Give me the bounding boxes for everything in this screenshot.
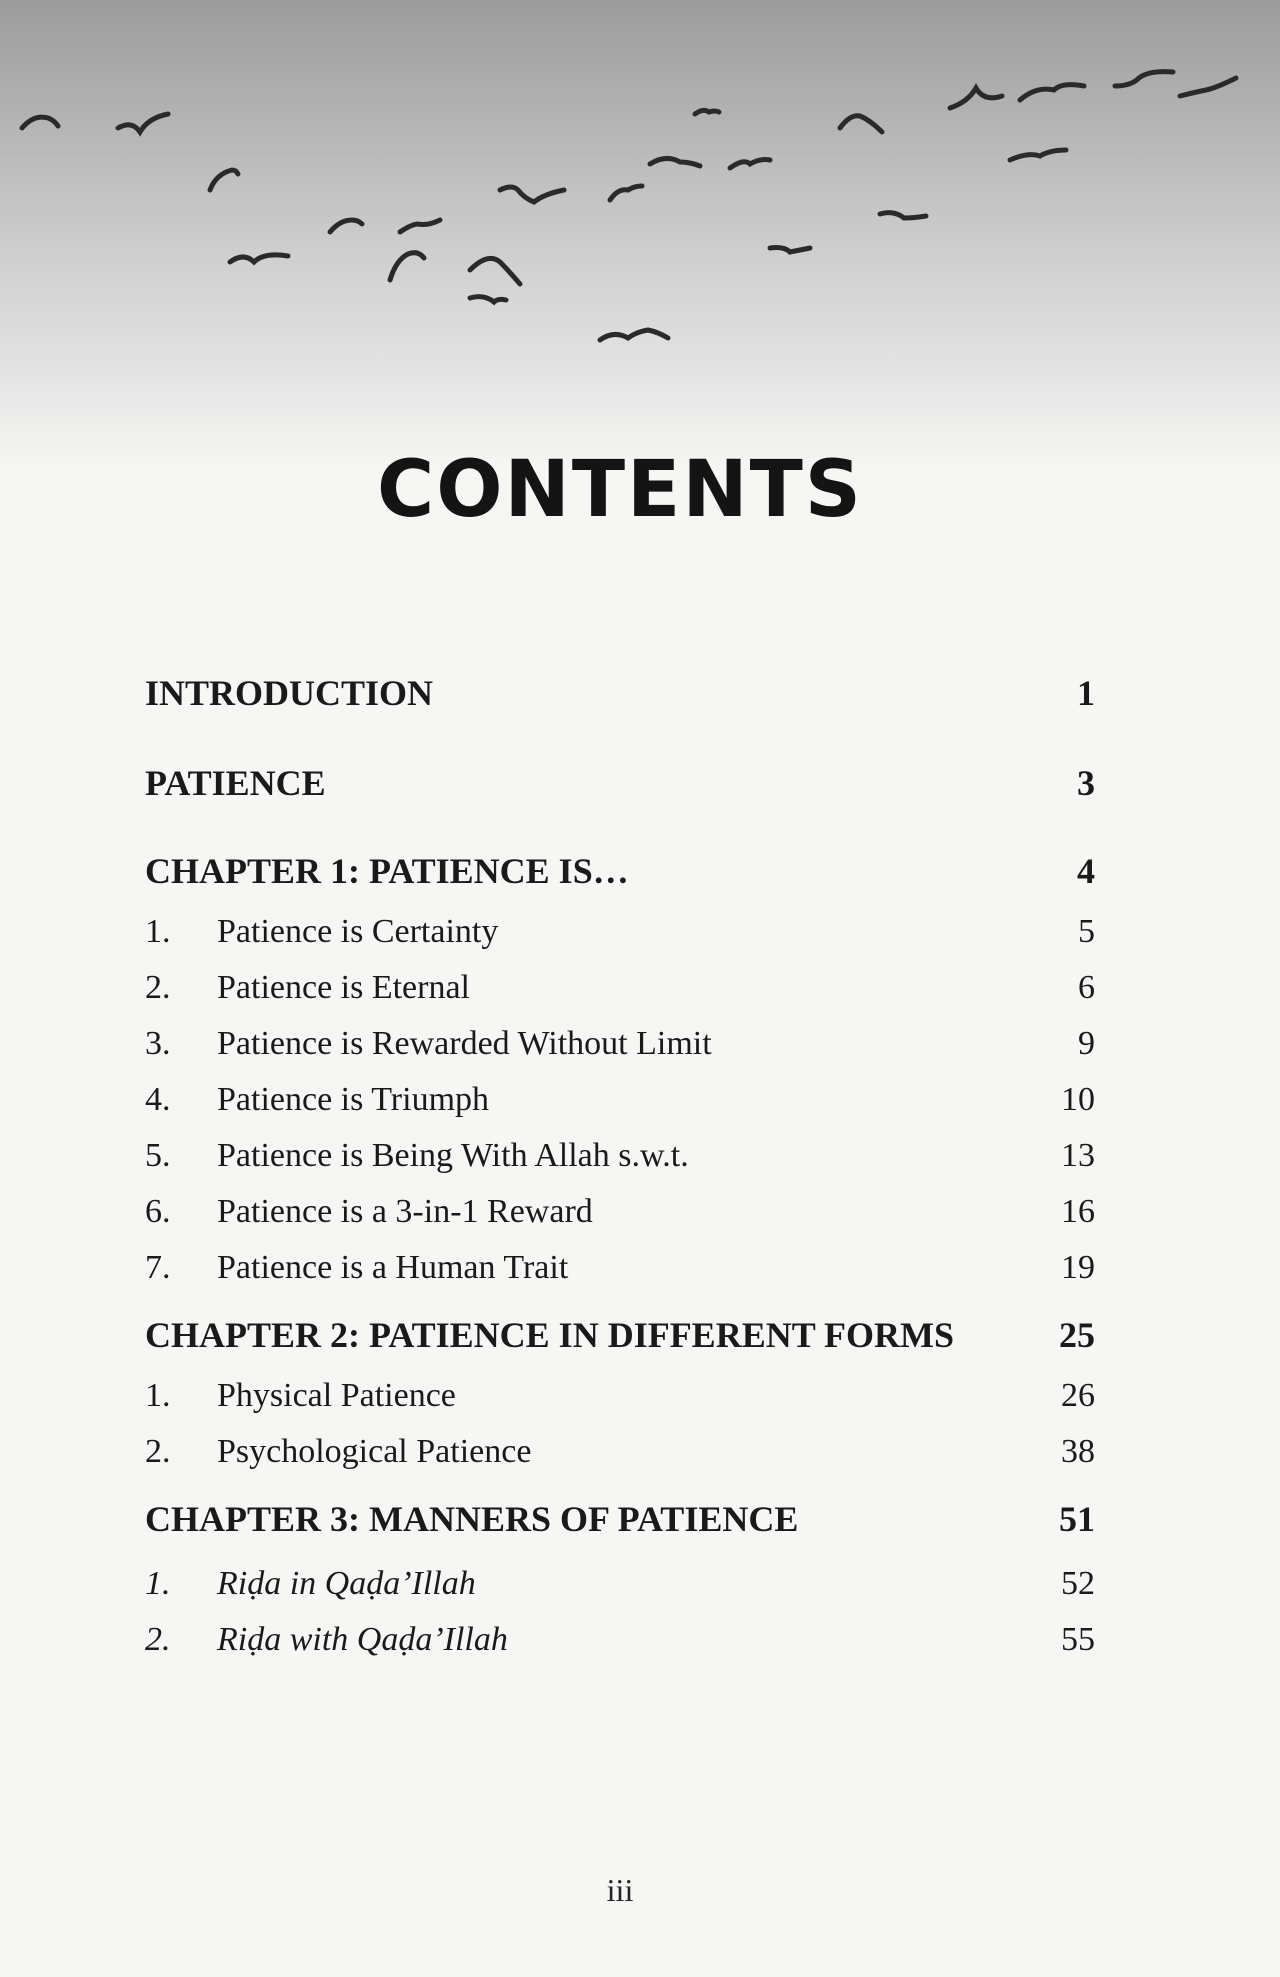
toc-entry-chapter-3[interactable] [145, 1496, 1095, 1542]
toc-item-title: Patience is a Human Trait [217, 1249, 569, 1286]
toc-item[interactable] [145, 960, 1095, 1016]
toc-page-number: 1 [1077, 673, 1095, 713]
toc-page-number: 55 [1061, 1621, 1095, 1658]
page-number-footer: iii [606, 1872, 634, 1908]
toc-page-number: 5 [1078, 913, 1095, 950]
toc-item-title: Riḍa in Qaḍa’Illah [217, 1565, 476, 1602]
toc-page-number: 25 [1059, 1315, 1095, 1355]
toc-item[interactable] [145, 1072, 1095, 1128]
toc-page-number: 51 [1059, 1499, 1095, 1539]
sky-header-illustration [0, 0, 1280, 470]
page-title: CONTENTS [377, 445, 863, 535]
toc-page-number: 9 [1078, 1025, 1095, 1062]
toc-item-number: 2. [145, 1621, 171, 1658]
toc-page-number: 4 [1077, 851, 1095, 891]
toc-item-title: Psychological Patience [217, 1433, 532, 1470]
toc-item-title: Patience is Being With Allah s.w.t. [217, 1137, 689, 1174]
toc-item-number: 2. [145, 1433, 171, 1470]
toc-item[interactable] [145, 1424, 1095, 1480]
toc-item-title: Riḍa with Qaḍa’Illah [217, 1621, 508, 1658]
toc-page-number: 10 [1061, 1081, 1095, 1118]
toc-item-number: 3. [145, 1025, 171, 1062]
toc-item-title: Patience is Eternal [217, 969, 471, 1006]
toc-item-number: 4. [145, 1081, 171, 1118]
toc-entry-introduction[interactable] [145, 670, 1095, 716]
toc-page-number: 13 [1061, 1137, 1095, 1174]
toc-item[interactable] [145, 1184, 1095, 1240]
toc-item-number: 6. [145, 1193, 171, 1230]
chapter-1-items [145, 904, 1095, 1296]
toc-item-number: 1. [145, 913, 171, 950]
toc-page-number: 6 [1078, 969, 1095, 1006]
toc-item-number: 5. [145, 1137, 171, 1174]
toc-item[interactable] [145, 1016, 1095, 1072]
toc-entry-title: CHAPTER 2: PATIENCE IN DIFFERENT FORMS [145, 1315, 955, 1355]
toc-item-title: Patience is Certainty [217, 913, 499, 950]
toc-page-number: 19 [1061, 1249, 1095, 1286]
chapter-3-items [145, 1556, 1095, 1668]
toc-item-title: Patience is a 3-in-1 Reward [217, 1193, 593, 1230]
toc-item-number: 7. [145, 1249, 171, 1286]
toc-page-number: 16 [1061, 1193, 1095, 1230]
toc-entry-title: PATIENCE [145, 763, 326, 803]
toc-entry-title: INTRODUCTION [145, 673, 434, 713]
toc-item-title: Patience is Rewarded Without Limit [217, 1025, 712, 1062]
toc-page-number: 26 [1061, 1377, 1095, 1414]
toc-item-number: 2. [145, 969, 171, 1006]
toc-item[interactable] [145, 904, 1095, 960]
toc-item-number: 1. [145, 1377, 171, 1414]
flock-of-birds-illustration [0, 0, 1280, 470]
toc-page-number: 38 [1061, 1433, 1095, 1470]
toc-entry-patience[interactable] [145, 760, 1095, 806]
toc-item[interactable] [145, 1368, 1095, 1424]
toc-item-number: 1. [145, 1565, 171, 1602]
toc-item-title: Physical Patience [217, 1377, 456, 1414]
toc-entry-chapter-1[interactable] [145, 848, 1095, 894]
toc-item[interactable] [145, 1556, 1095, 1612]
toc-entry-title: CHAPTER 3: MANNERS OF PATIENCE [145, 1499, 799, 1539]
toc-entry-title: CHAPTER 1: PATIENCE IS… [145, 851, 629, 891]
toc-entry-chapter-2[interactable] [145, 1312, 1095, 1358]
toc-item[interactable] [145, 1128, 1095, 1184]
toc-page-number: 3 [1077, 763, 1095, 803]
toc-item-title: Patience is Triumph [217, 1081, 490, 1118]
toc-item[interactable] [145, 1240, 1095, 1296]
toc-page-number: 52 [1061, 1565, 1095, 1602]
toc-item[interactable] [145, 1612, 1095, 1668]
chapter-2-items [145, 1368, 1095, 1480]
table-of-contents [145, 670, 1095, 1668]
